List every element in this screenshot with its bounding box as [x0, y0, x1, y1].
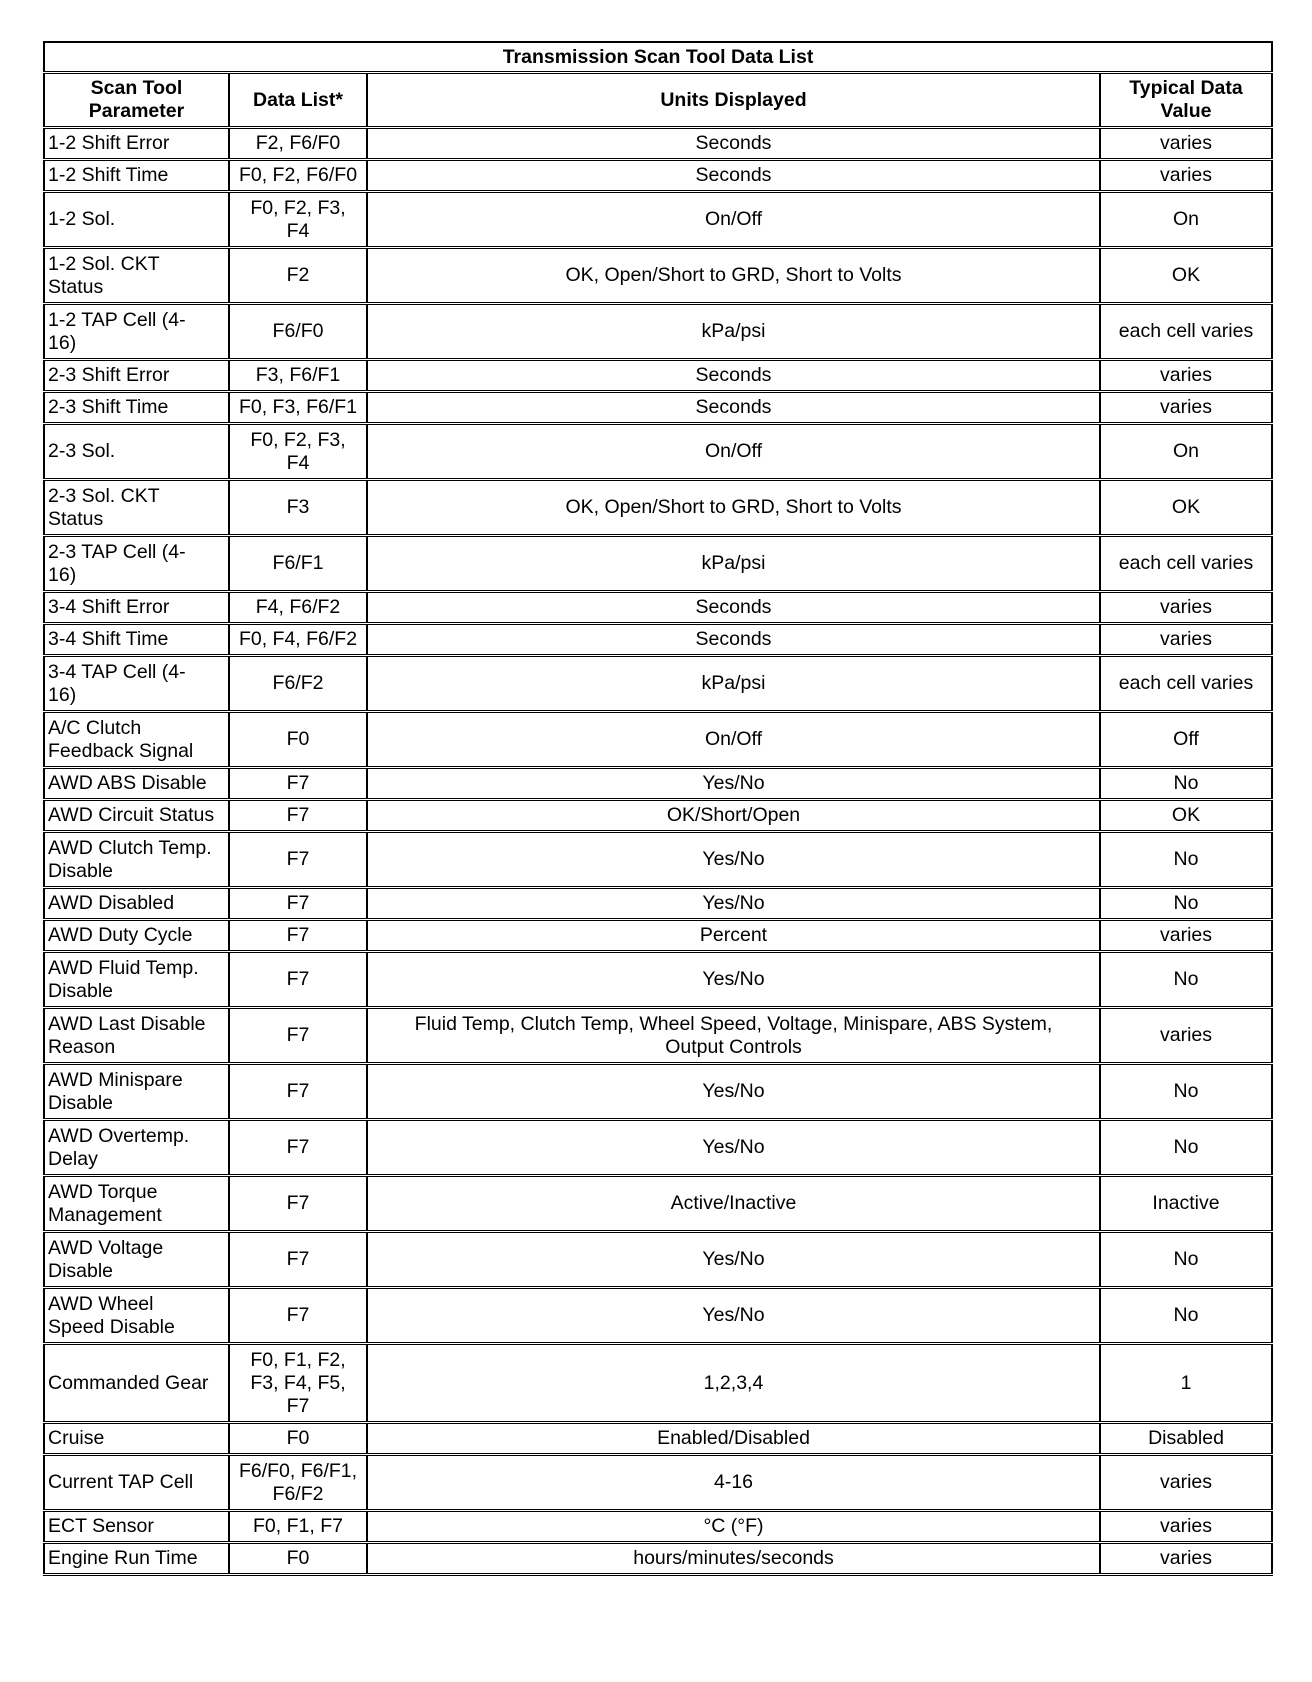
table-row	[44, 536, 1272, 592]
table-body	[44, 128, 1272, 1575]
parameter-cell: 1-2 Shift Error	[44, 128, 229, 160]
typical-value-cell: No	[1100, 1288, 1272, 1344]
units-cell: Active/Inactive	[367, 1176, 1100, 1232]
data-list-cell: F2	[229, 248, 367, 304]
typical-value-cell: varies	[1100, 360, 1272, 392]
units-cell: 4-16	[367, 1455, 1100, 1511]
typical-value-cell: No	[1100, 832, 1272, 888]
parameter-cell: 1-2 Sol. CKT Status	[44, 248, 229, 304]
table-row	[44, 712, 1272, 768]
units-cell: Yes/No	[367, 1288, 1100, 1344]
units-cell: Seconds	[367, 624, 1100, 656]
table-row	[44, 424, 1272, 480]
data-list-cell: F7	[229, 1120, 367, 1176]
units-cell: kPa/psi	[367, 656, 1100, 712]
units-cell: On/Off	[367, 424, 1100, 480]
data-list-cell: F7	[229, 1232, 367, 1288]
units-cell: Fluid Temp, Clutch Temp, Wheel Speed, Voltage, Minispare, ABS System, Output Controls	[367, 1008, 1100, 1064]
data-list-cell: F7	[229, 952, 367, 1008]
data-list-cell: F7	[229, 832, 367, 888]
parameter-cell: AWD Duty Cycle	[44, 920, 229, 952]
data-list-cell: F0, F2, F3, F4	[229, 424, 367, 480]
parameter-cell: 3-4 TAP Cell (4- 16)	[44, 656, 229, 712]
units-cell: Seconds	[367, 160, 1100, 192]
units-cell: Yes/No	[367, 832, 1100, 888]
table-row	[44, 1455, 1272, 1511]
parameter-cell: Commanded Gear	[44, 1344, 229, 1423]
units-cell: Yes/No	[367, 1120, 1100, 1176]
table-row	[44, 888, 1272, 920]
units-cell: OK, Open/Short to GRD, Short to Volts	[367, 248, 1100, 304]
data-list-cell: F7	[229, 1288, 367, 1344]
table-row	[44, 1064, 1272, 1120]
table-title: Transmission Scan Tool Data List	[44, 42, 1272, 73]
table-row	[44, 360, 1272, 392]
units-cell: Yes/No	[367, 952, 1100, 1008]
parameter-cell: 1-2 Shift Time	[44, 160, 229, 192]
units-cell: °C (°F)	[367, 1511, 1100, 1543]
units-cell: OK, Open/Short to GRD, Short to Volts	[367, 480, 1100, 536]
table-row	[44, 248, 1272, 304]
typical-value-cell: No	[1100, 888, 1272, 920]
parameter-cell: 2-3 TAP Cell (4- 16)	[44, 536, 229, 592]
typical-value-cell: varies	[1100, 920, 1272, 952]
data-list-cell: F3, F6/F1	[229, 360, 367, 392]
typical-value-cell: varies	[1100, 392, 1272, 424]
data-list-cell: F6/F2	[229, 656, 367, 712]
column-header-typical-value: Typical Data Value	[1100, 73, 1272, 128]
typical-value-cell: No	[1100, 1232, 1272, 1288]
parameter-cell: 2-3 Shift Error	[44, 360, 229, 392]
units-cell: On/Off	[367, 712, 1100, 768]
table-row	[44, 480, 1272, 536]
scan-tool-data-table	[43, 41, 1273, 1576]
data-list-cell: F0, F3, F6/F1	[229, 392, 367, 424]
parameter-cell: AWD Clutch Temp. Disable	[44, 832, 229, 888]
data-list-cell: F7	[229, 920, 367, 952]
typical-value-cell: varies	[1100, 1543, 1272, 1575]
parameter-cell: Current TAP Cell	[44, 1455, 229, 1511]
parameter-cell: 3-4 Shift Error	[44, 592, 229, 624]
typical-value-cell: Inactive	[1100, 1176, 1272, 1232]
units-cell: Yes/No	[367, 1064, 1100, 1120]
parameter-cell: 2-3 Sol.	[44, 424, 229, 480]
data-list-cell: F7	[229, 1064, 367, 1120]
table-row	[44, 1120, 1272, 1176]
typical-value-cell: On	[1100, 424, 1272, 480]
typical-value-cell: each cell varies	[1100, 536, 1272, 592]
typical-value-cell: No	[1100, 768, 1272, 800]
data-list-cell: F4, F6/F2	[229, 592, 367, 624]
column-header-parameter: Scan Tool Parameter	[44, 73, 229, 128]
typical-value-cell: varies	[1100, 1008, 1272, 1064]
typical-value-cell: Off	[1100, 712, 1272, 768]
typical-value-cell: OK	[1100, 800, 1272, 832]
data-list-cell: F0	[229, 1423, 367, 1455]
table-row	[44, 1344, 1272, 1423]
data-list-cell: F6/F0, F6/F1, F6/F2	[229, 1455, 367, 1511]
table-row	[44, 800, 1272, 832]
units-cell: OK/Short/Open	[367, 800, 1100, 832]
data-list-cell: F7	[229, 800, 367, 832]
data-list-cell: F0, F1, F2, F3, F4, F5, F7	[229, 1344, 367, 1423]
parameter-cell: Cruise	[44, 1423, 229, 1455]
parameter-cell: AWD Fluid Temp. Disable	[44, 952, 229, 1008]
parameter-cell: AWD Overtemp. Delay	[44, 1120, 229, 1176]
table-row	[44, 1288, 1272, 1344]
units-cell: Seconds	[367, 360, 1100, 392]
units-cell: hours/minutes/seconds	[367, 1543, 1100, 1575]
parameter-cell: AWD Disabled	[44, 888, 229, 920]
units-cell: Yes/No	[367, 768, 1100, 800]
parameter-cell: 2-3 Shift Time	[44, 392, 229, 424]
typical-value-cell: OK	[1100, 248, 1272, 304]
table-row	[44, 1176, 1272, 1232]
table-row	[44, 1543, 1272, 1575]
units-cell: Seconds	[367, 128, 1100, 160]
table-row	[44, 952, 1272, 1008]
table-row	[44, 768, 1272, 800]
table-row	[44, 656, 1272, 712]
data-list-cell: F0	[229, 1543, 367, 1575]
data-list-cell: F7	[229, 1008, 367, 1064]
units-cell: kPa/psi	[367, 304, 1100, 360]
table-row	[44, 392, 1272, 424]
parameter-cell: AWD Torque Management	[44, 1176, 229, 1232]
typical-value-cell: varies	[1100, 160, 1272, 192]
table-row	[44, 1232, 1272, 1288]
typical-value-cell: No	[1100, 1064, 1272, 1120]
typical-value-cell: varies	[1100, 592, 1272, 624]
parameter-cell: AWD Voltage Disable	[44, 1232, 229, 1288]
data-list-cell: F6/F0	[229, 304, 367, 360]
parameter-cell: 1-2 TAP Cell (4- 16)	[44, 304, 229, 360]
units-cell: kPa/psi	[367, 536, 1100, 592]
data-list-cell: F7	[229, 888, 367, 920]
units-cell: 1,2,3,4	[367, 1344, 1100, 1423]
units-cell: Yes/No	[367, 1232, 1100, 1288]
typical-value-cell: 1	[1100, 1344, 1272, 1423]
parameter-cell: AWD ABS Disable	[44, 768, 229, 800]
parameter-cell: A/C Clutch Feedback Signal	[44, 712, 229, 768]
table-row	[44, 1511, 1272, 1543]
data-list-cell: F0	[229, 712, 367, 768]
typical-value-cell: No	[1100, 952, 1272, 1008]
data-list-cell: F0, F4, F6/F2	[229, 624, 367, 656]
typical-value-cell: varies	[1100, 624, 1272, 656]
data-list-cell: F0, F2, F3, F4	[229, 192, 367, 248]
units-cell: Percent	[367, 920, 1100, 952]
data-list-cell: F0, F1, F7	[229, 1511, 367, 1543]
table-row	[44, 624, 1272, 656]
data-list-cell: F2, F6/F0	[229, 128, 367, 160]
units-cell: On/Off	[367, 192, 1100, 248]
typical-value-cell: Disabled	[1100, 1423, 1272, 1455]
table-row	[44, 160, 1272, 192]
table-row	[44, 920, 1272, 952]
data-list-cell: F0, F2, F6/F0	[229, 160, 367, 192]
parameter-cell: AWD Circuit Status	[44, 800, 229, 832]
units-cell: Yes/No	[367, 888, 1100, 920]
typical-value-cell: each cell varies	[1100, 656, 1272, 712]
table-row	[44, 1423, 1272, 1455]
units-cell: Enabled/Disabled	[367, 1423, 1100, 1455]
parameter-cell: ECT Sensor	[44, 1511, 229, 1543]
typical-value-cell: OK	[1100, 480, 1272, 536]
parameter-cell: AWD Minispare Disable	[44, 1064, 229, 1120]
parameter-cell: AWD Wheel Speed Disable	[44, 1288, 229, 1344]
data-list-cell: F7	[229, 1176, 367, 1232]
parameter-cell: 2-3 Sol. CKT Status	[44, 480, 229, 536]
column-header-data-list: Data List*	[229, 73, 367, 128]
typical-value-cell: varies	[1100, 1455, 1272, 1511]
table-row	[44, 832, 1272, 888]
table-row	[44, 192, 1272, 248]
typical-value-cell: On	[1100, 192, 1272, 248]
units-cell: Seconds	[367, 392, 1100, 424]
units-cell: Seconds	[367, 592, 1100, 624]
typical-value-cell: each cell varies	[1100, 304, 1272, 360]
data-list-cell: F6/F1	[229, 536, 367, 592]
column-header-units: Units Displayed	[367, 73, 1100, 128]
table-row	[44, 128, 1272, 160]
parameter-cell: 1-2 Sol.	[44, 192, 229, 248]
parameter-cell: Engine Run Time	[44, 1543, 229, 1575]
table-row	[44, 304, 1272, 360]
data-list-cell: F7	[229, 768, 367, 800]
table-row	[44, 592, 1272, 624]
data-list-cell: F3	[229, 480, 367, 536]
table-row	[44, 1008, 1272, 1064]
parameter-cell: 3-4 Shift Time	[44, 624, 229, 656]
typical-value-cell: No	[1100, 1120, 1272, 1176]
typical-value-cell: varies	[1100, 1511, 1272, 1543]
parameter-cell: AWD Last Disable Reason	[44, 1008, 229, 1064]
typical-value-cell: varies	[1100, 128, 1272, 160]
